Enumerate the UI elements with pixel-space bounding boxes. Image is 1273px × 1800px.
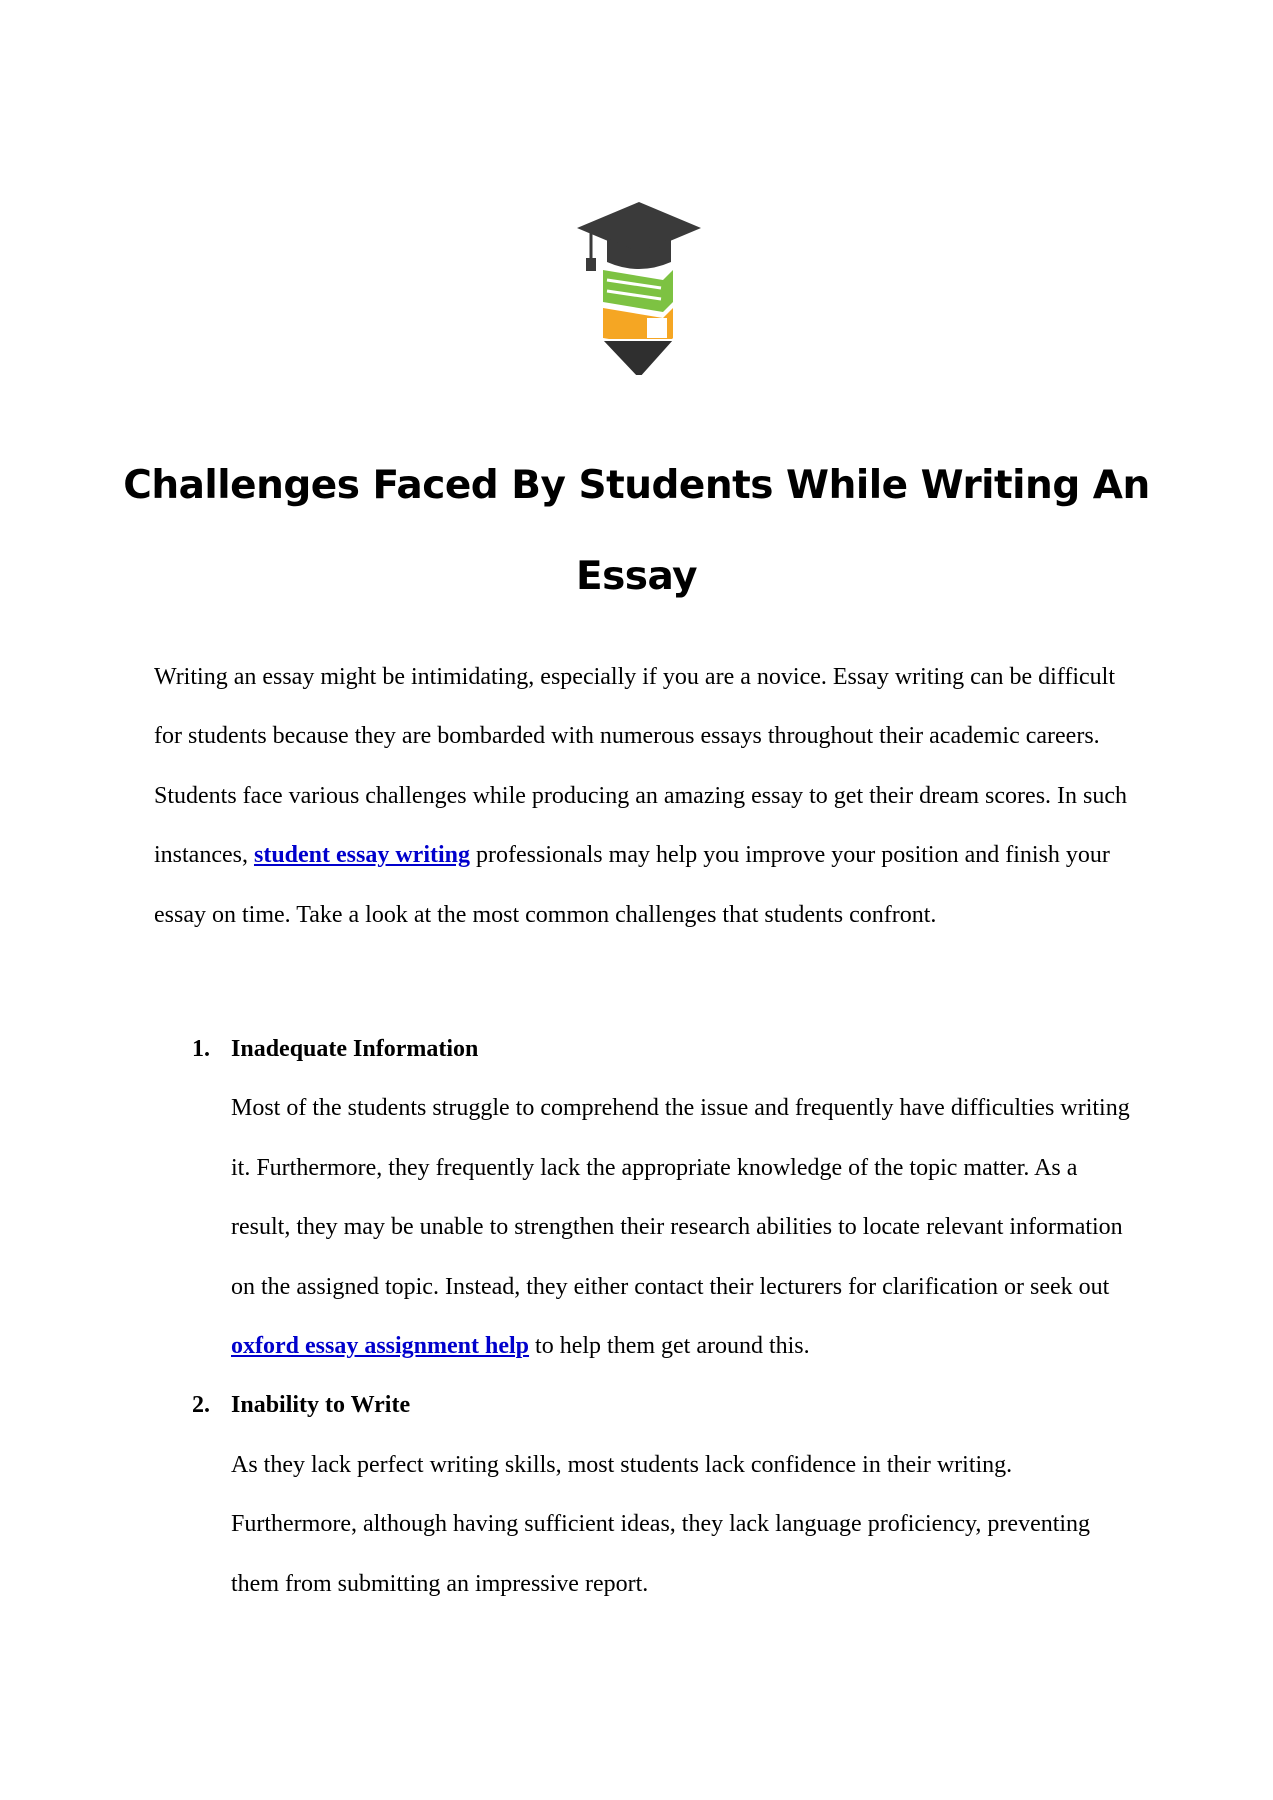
list-item <box>154 1020 1134 1376</box>
challenges-list <box>154 1020 1134 1614</box>
list-item-number: 1. <box>192 1036 210 1062</box>
document-title: Challenges Faced By Students While Writing An Essay <box>123 463 1150 599</box>
list-item-number: 2. <box>192 1392 210 1419</box>
graduation-cap-pencil-icon <box>573 200 703 375</box>
list-item-text <box>231 1079 1141 1376</box>
item-text-part1: Most of the students struggle to comprehend the issue and frequently have difficulties writing it. Furthermore, they frequently lack the appropriate knowledge of the topic matter. As a result, they may be unable to strengthen their research abilities to locate relevant information on the assigned topic. Instead, they either contact their lecturers for clarification or seek out <box>231 1095 1130 1300</box>
student-essay-writing-link[interactable]: student essay writing <box>253 842 470 869</box>
list-item <box>154 1376 1134 1614</box>
list-item-heading: Inability to Write <box>231 1392 411 1419</box>
intro-text-part2: professionals may help you improve your position and finish your essay on time. Take a look at the most common challenges that students confront. <box>154 842 1110 928</box>
oxford-essay-assignment-help-link[interactable]: oxford essay assignment help <box>231 1333 530 1360</box>
intro-text-part1: Writing an essay might be intimidating, especially if you are a novice. Essay writing can be difficult for students because they are bombarded with numerous essays throughout their academic careers. Students face various challenges while producing an amazing essay to get their dream scores. In such instances, <box>154 664 1128 869</box>
item-text-part2: to help them get around this. <box>529 1333 810 1360</box>
list-item-text: As they lack perfect writing skills, most students lack confidence in their writing. Furthermore, although having sufficient ideas, they lack language proficiency, preventing them from submitting an impressive report. <box>231 1451 1091 1597</box>
intro-paragraph <box>154 648 1134 945</box>
list-item-heading: Inadequate Information <box>231 1036 479 1062</box>
